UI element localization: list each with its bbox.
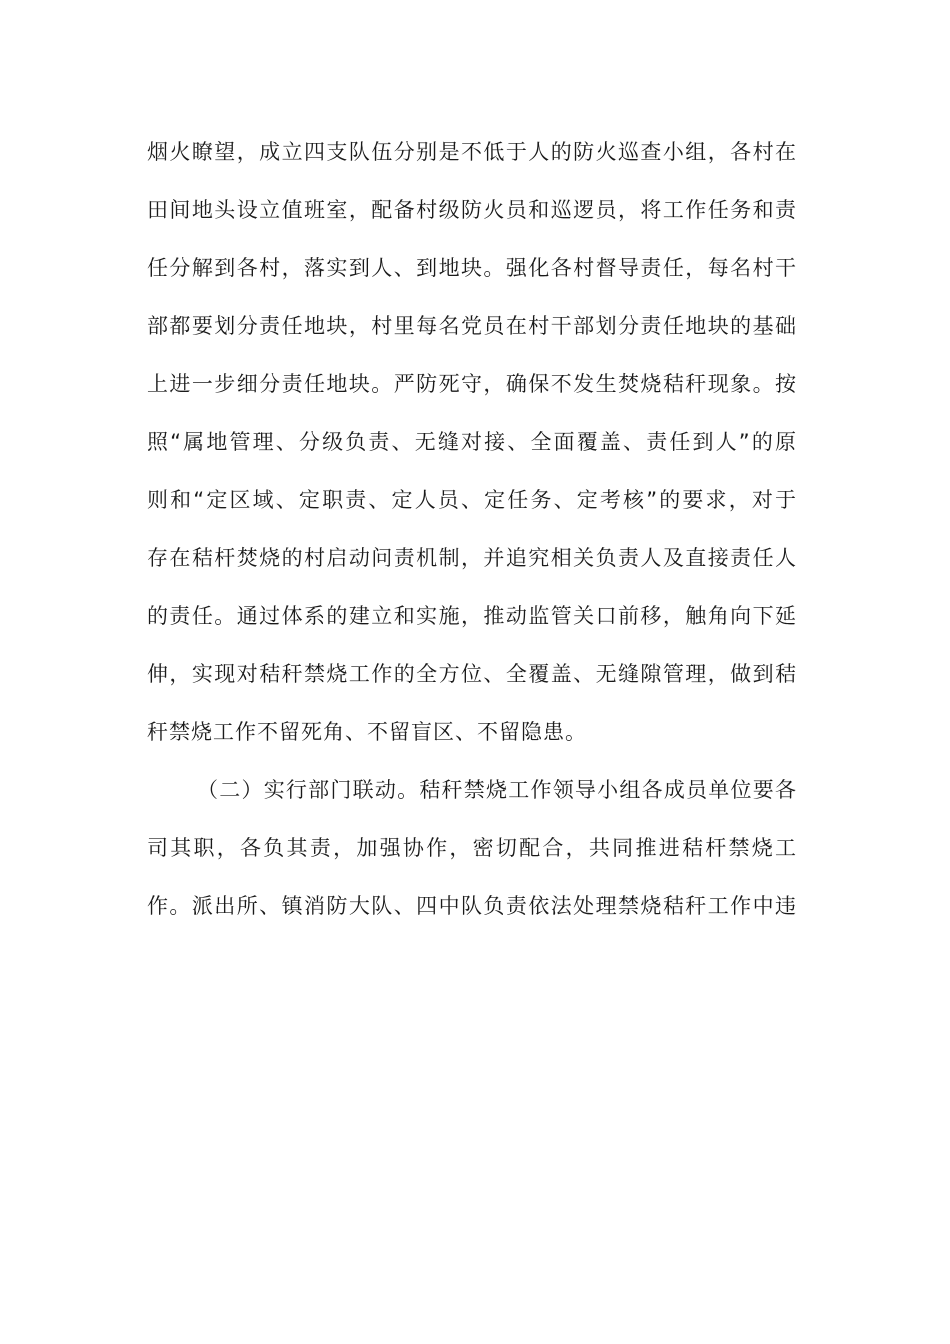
text-line: 存在秸杆焚烧的村启动问责机制，并追究相关负责人及直接责任人 <box>147 546 797 570</box>
text-line: 司其职，各负其责，加强协作，密切配合，共同推进秸杆禁烧工 <box>147 836 797 860</box>
text-line: 伸，实现对秸秆禁烧工作的全方位、全覆盖、无缝隙管理，做到秸 <box>147 662 797 686</box>
document-body <box>147 130 797 942</box>
text-line: 部都要划分责任地块，村里每名党员在村干部划分责任地块的基础 <box>147 314 797 338</box>
text-line: 作。派出所、镇消防大队、四中队负责依法处理禁烧秸秆工作中违 <box>147 894 797 918</box>
text-line: 的责任。通过体系的建立和实施，推动监管关口前移，触角向下延 <box>147 604 797 628</box>
text-line: 任分解到各村，落实到人、到地块。强化各村督导责任，每名村干 <box>147 256 797 280</box>
text-line: （二）实行部门联动。秸秆禁烧工作领导小组各成员单位要各 <box>197 778 797 802</box>
text-line: 烟火瞭望，成立四支队伍分别是不低于人的防火巡查小组，各村在 <box>147 140 797 164</box>
text-line: 上进一步细分责任地块。严防死守，确保不发生焚烧秸秆现象。按 <box>147 372 797 396</box>
text-line: 秆禁烧工作不留死角、不留盲区、不留隐患。 <box>147 720 587 744</box>
text-line: 照“属地管理、分级负责、无缝对接、全面覆盖、责任到人”的原 <box>147 430 797 454</box>
text-line: 则和“定区域、定职责、定人员、定任务、定考核”的要求，对于 <box>147 488 797 512</box>
text-line: 田间地头设立值班室，配备村级防火员和巡逻员，将工作任务和责 <box>147 198 797 222</box>
paragraph-1 <box>147 130 797 768</box>
paragraph-2 <box>147 768 797 942</box>
